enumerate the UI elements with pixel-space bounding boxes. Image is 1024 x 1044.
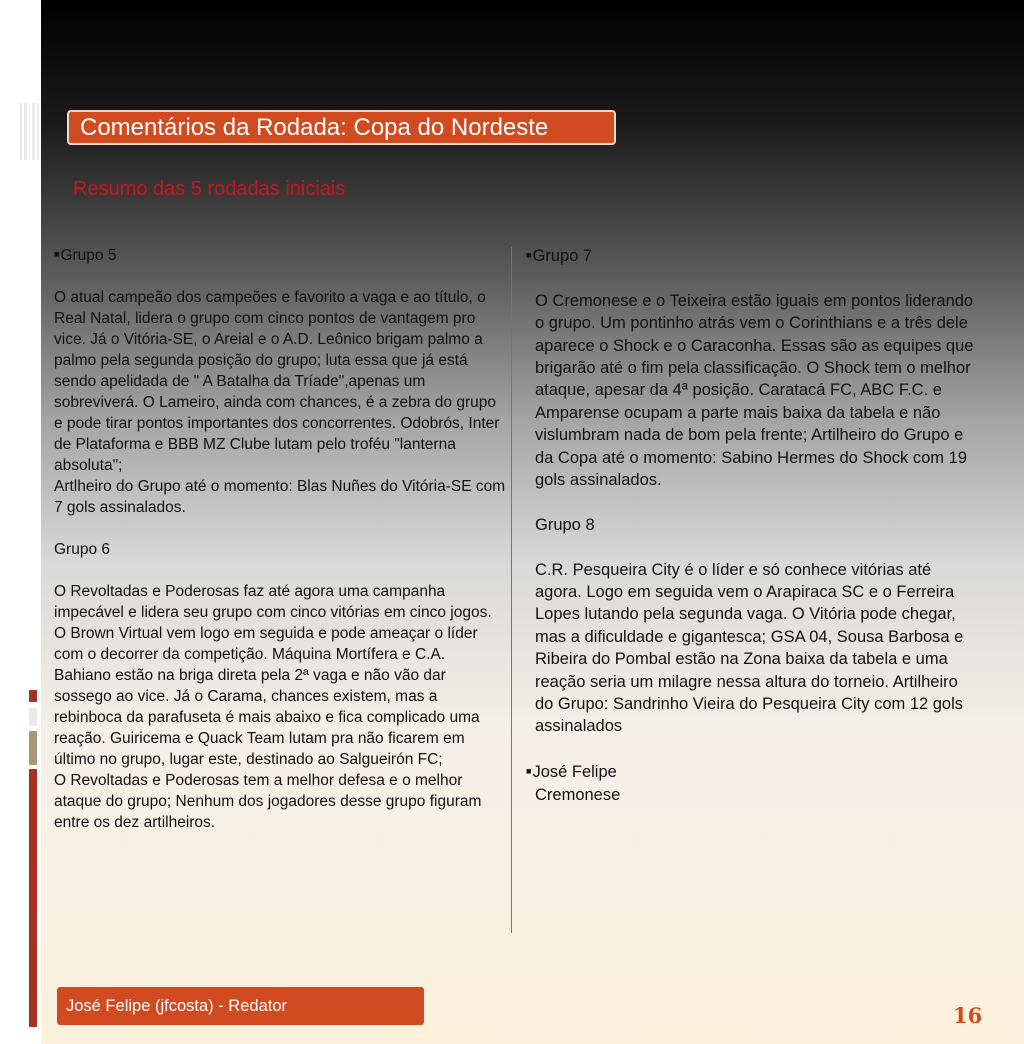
group7-text: O Cremonese e o Teixeira estão iguais em pontos liderando o grupo. Um pontinho atrás vem o Corinthians e a três dele aparece o Shock e o Caraconha. Essas são as equipes que brigarão até o fim pela classificação. O Shock tem o melhor ataque, apesar da 4ª posição. Caratacá FC, ABC F.C. e Amparense ocupam a parte mais baixa da tabela e não vislumbram nada de bom pela frente; Artilheiro do Grupo e da Copa até o momento: Sabino Hermes do Shock com 19 gols assinalados. [535, 291, 974, 490]
decorative-bar [29, 690, 37, 702]
signature-name-text: José Felipe [532, 763, 617, 782]
square-bullet-icon: ■ [526, 766, 532, 777]
group8-text: C.R. Pesqueira City é o líder e só conhece vitórias até agora. Logo em seguida vem o Arapiraca SC e o Ferreira Lopes lutando pela segunda vaga. O Vitória pode chegar, mas a dificuldade e gigantesca; GSA 04, Sousa Barbosa e Ribeira do Pombal estão na Zona baixa da tabela e uma reação seria um milagre nessa altura do torneio. Artilheiro do Grupo: Sandrinho Vieira do Pesqueira City com 12 gols assinalados [535, 560, 964, 736]
author-footer: José Felipe (jfcosta) - Redator [57, 987, 424, 1025]
decorative-bar [29, 769, 37, 1027]
page-number: 16 [953, 1003, 983, 1028]
group5-heading [54, 244, 506, 266]
square-bullet-icon: ■ [526, 250, 532, 260]
group8-heading: Grupo 8 [535, 515, 595, 534]
group7-heading [526, 244, 976, 267]
decorative-bar [29, 731, 37, 765]
group6-heading: Grupo 6 [54, 541, 111, 558]
decorative-bar [29, 708, 37, 726]
group5-text: O atual campeão dos campeões e favorito a vaga e ao título, o Real Natal, lidera o grupo com cinco pontos de vantagem pro vice. Já o Vitória-SE, o Areial e o A.D. Leônico brigam palmo a palmo pela segunda posição do grupo; luta essa que já está sendo apelidada de " A Batalha da Tríade",apenas um sobreviverá. O Lameiro, ainda com chances, é a zebra do grupo e pode tirar pontos importantes dos concorrentes. Odobrós, Inter de Plataforma e BBB MZ Clube lutam pelo troféu "lanterna absoluta"; [54, 289, 500, 474]
column-divider [511, 247, 512, 933]
group5-heading-text: Grupo 5 [60, 247, 117, 264]
group5-scorer: Artlheiro do Grupo até o momento: Blas Nuñes do Vitória-SE com 7 gols assinalados. [54, 478, 506, 516]
page-subtitle: Resumo das 5 rodadas iniciais [73, 178, 346, 200]
square-bullet-icon: ■ [54, 249, 60, 259]
group7-heading-text: Grupo 7 [532, 247, 593, 265]
signature-name [526, 760, 976, 783]
signature-team: Cremonese [535, 785, 621, 804]
group6-extra: O Revoltadas e Poderosas tem a melhor defesa e o melhor ataque do grupo; Nenhum dos jogadores desse grupo figuram entre os dez artilheiros. [54, 772, 482, 831]
right-column [526, 244, 976, 806]
left-column [54, 244, 506, 833]
stripes-decoration [20, 103, 40, 160]
group6-text: O Revoltadas e Poderosas faz até agora uma campanha impecável e lidera seu grupo com cinco vitórias em cinco jogos. O Brown Virtual vem logo em seguida e pode ameaçar o líder com o decorrer da competição. Máquina Mortífera e C.A. Bahiano estão na briga direta pela 2ª vaga e não vão dar sossego ao vice. Já o Carama, chances existem, mas a rebinboca da parafuseta é mais abaixo e fica complicado uma reação. Guiricema e Quack Team lutam pra não ficarem em último no grupo, lugar este, destinado ao Salgueirón FC; [54, 583, 492, 768]
page-title: Comentários da Rodada: Copa do Nordeste [67, 110, 616, 145]
